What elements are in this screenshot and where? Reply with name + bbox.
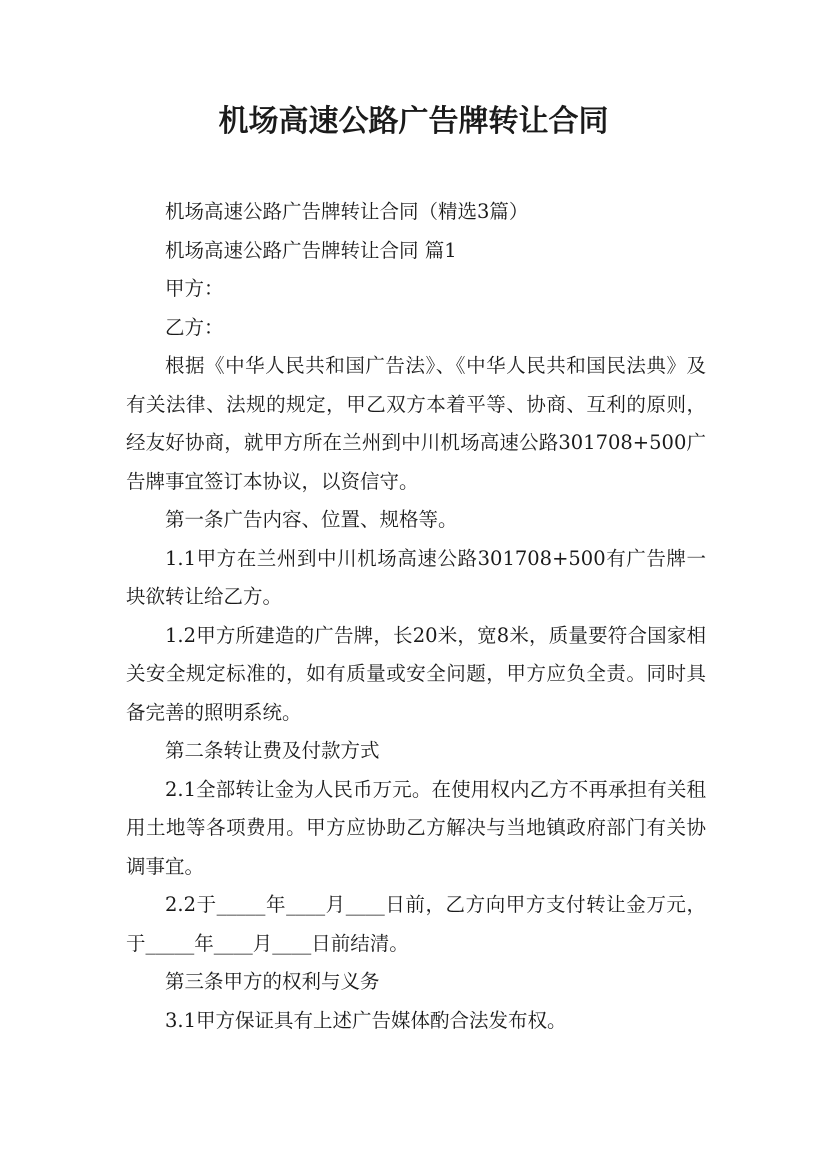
document-body (126, 193, 706, 1040)
paragraph-clause-2-1: 2.1全部转让金为人民币万元。在使用权内乙方不再承担有关租用土地等各项费用。甲方应协助乙方解决与当地镇政府部门有关协调事宜。 (126, 777, 706, 878)
paragraph-clause-3-1: 3.1甲方保证具有上述广告媒体酌合法发布权。 (165, 1008, 567, 1032)
paragraph-subtitle: 机场高速公路广告牌转让合同（精选3篇） (165, 200, 529, 223)
paragraph-party-a: 甲方： (165, 277, 224, 300)
paragraph-clause-2-2: 2.2于_____年____月____日前，乙方向甲方支付转让金万元，于_____年____月____日前结清。 (126, 893, 706, 955)
paragraph-article-3-heading: 第三条甲方的权利与义务 (165, 970, 380, 993)
paragraph-section-heading: 机场高速公路广告牌转让合同 篇1 (165, 238, 457, 262)
document-title: 机场高速公路广告牌转让合同 (218, 104, 609, 139)
paragraph-article-2-heading: 第二条转让费及付款方式 (165, 739, 380, 762)
paragraph-preamble: 根据《中华人民共和国广告法》、《中华人民共和国民法典》及有关法律、法规的规定，甲乙双方本着平等、协商、互利的原则，经友好协商，就甲方所在兰州到中川机场高速公路301708+500广告牌事宜签订本协议，以资信守。 (126, 354, 706, 493)
paragraph-clause-1-1: 1.1甲方在兰州到中川机场高速公路301708+500有广告牌一块欲转让给乙方。 (126, 546, 706, 608)
paragraph-clause-1-2: 1.2甲方所建造的广告牌，长20米，宽8米，质量要符合国家相关安全规定标准的，如有质量或安全问题，甲方应负全责。同时具备完善的照明系统。 (126, 623, 706, 724)
paragraph-article-1-heading: 第一条广告内容、位置、规格等。 (165, 508, 458, 531)
paragraph-party-b: 乙方： (165, 315, 224, 339)
